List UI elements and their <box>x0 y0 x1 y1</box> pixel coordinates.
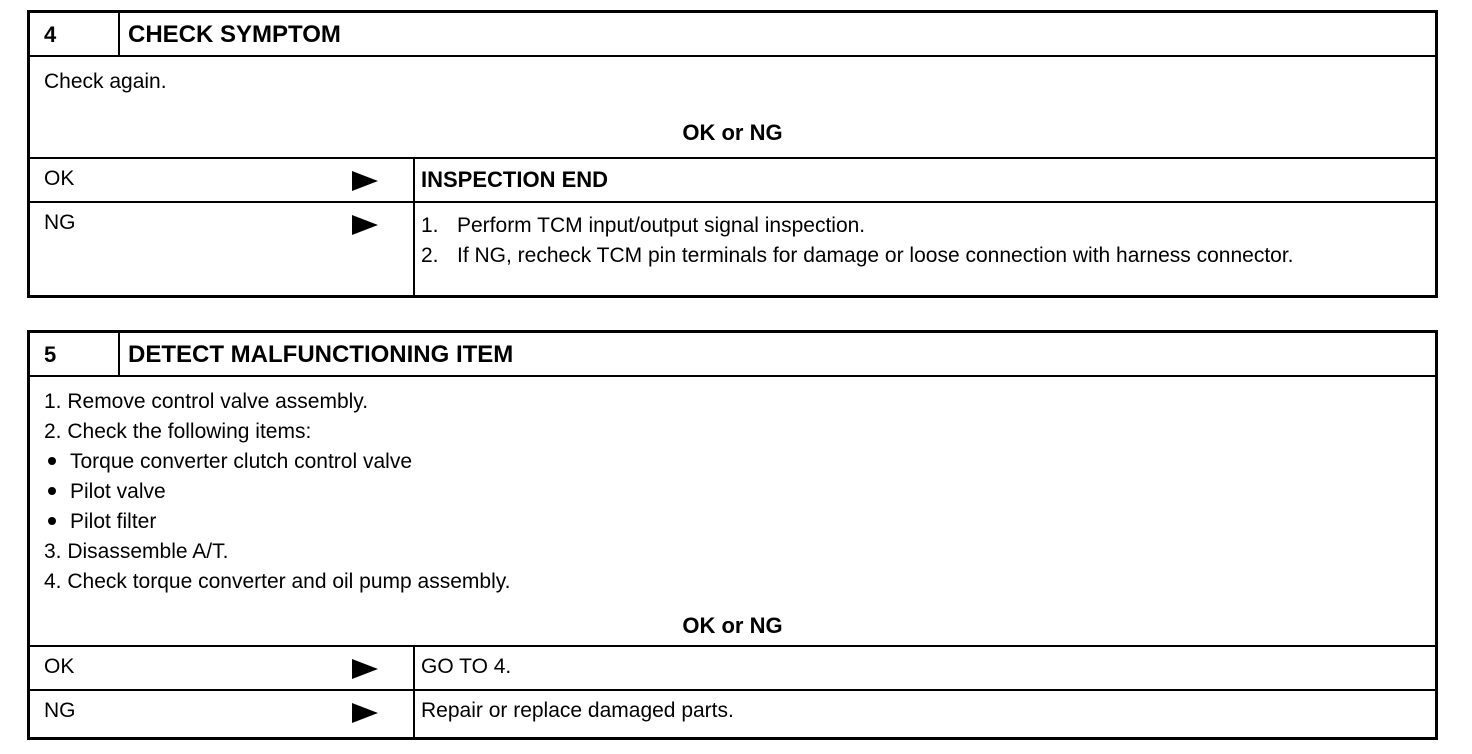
right-arrow-icon <box>352 215 378 235</box>
ng-label-text: NG <box>44 211 76 234</box>
ng-result <box>415 203 1435 298</box>
ng-label <box>30 203 415 298</box>
item-number: 1. <box>421 214 439 237</box>
instruction-line: 1. Remove control valve assembly. <box>44 390 369 413</box>
ok-label-text: OK <box>44 655 75 678</box>
step-instructions <box>30 377 1435 603</box>
list-item <box>421 241 1435 271</box>
ng-label-text: NG <box>44 699 76 722</box>
list-item <box>421 211 1435 241</box>
item-text: If NG, recheck TCM pin terminals for damage or loose connection with harness connector. <box>457 244 1294 267</box>
ok-or-ng-label: OK or NG <box>682 120 783 145</box>
ng-label <box>30 691 415 737</box>
ok-or-ng-label: OK or NG <box>682 613 783 638</box>
ok-label <box>30 647 415 689</box>
instruction-line: 4. Check torque converter and oil pump assembly. <box>44 570 511 593</box>
step-5-table <box>27 330 1438 740</box>
ng-result: Repair or replace damaged parts. <box>421 699 734 722</box>
step-4-table <box>27 10 1438 298</box>
right-arrow-icon <box>352 659 378 679</box>
right-arrow-icon <box>352 171 378 191</box>
instruction-line: Check again. <box>44 70 167 93</box>
step-instructions <box>30 57 1435 115</box>
step-header <box>30 333 1435 377</box>
ok-result: INSPECTION END <box>421 167 609 192</box>
ok-label-text: OK <box>44 167 75 190</box>
instruction-bullet: Pilot valve <box>44 477 1435 507</box>
right-arrow-icon <box>352 703 378 723</box>
instruction-line: 3. Disassemble A/T. <box>44 540 229 563</box>
step-header <box>30 13 1435 57</box>
step-title: DETECT MALFUNCTIONING ITEM <box>128 341 514 368</box>
ok-row <box>30 157 1435 201</box>
step-title: CHECK SYMPTOM <box>128 21 341 48</box>
ok-result: GO TO 4. <box>421 655 512 678</box>
ok-row <box>30 645 1435 689</box>
instruction-bullet: Torque converter clutch control valve <box>44 447 1435 477</box>
ng-row <box>30 689 1435 737</box>
step-number: 4 <box>30 13 120 55</box>
ng-row <box>30 201 1435 298</box>
item-number: 2. <box>421 244 439 267</box>
step-number: 5 <box>30 333 120 375</box>
item-text: Perform TCM input/output signal inspection. <box>457 214 866 237</box>
ok-label <box>30 159 415 201</box>
instruction-bullet: Pilot filter <box>44 507 1435 537</box>
instruction-line: 2. Check the following items: <box>44 420 312 443</box>
